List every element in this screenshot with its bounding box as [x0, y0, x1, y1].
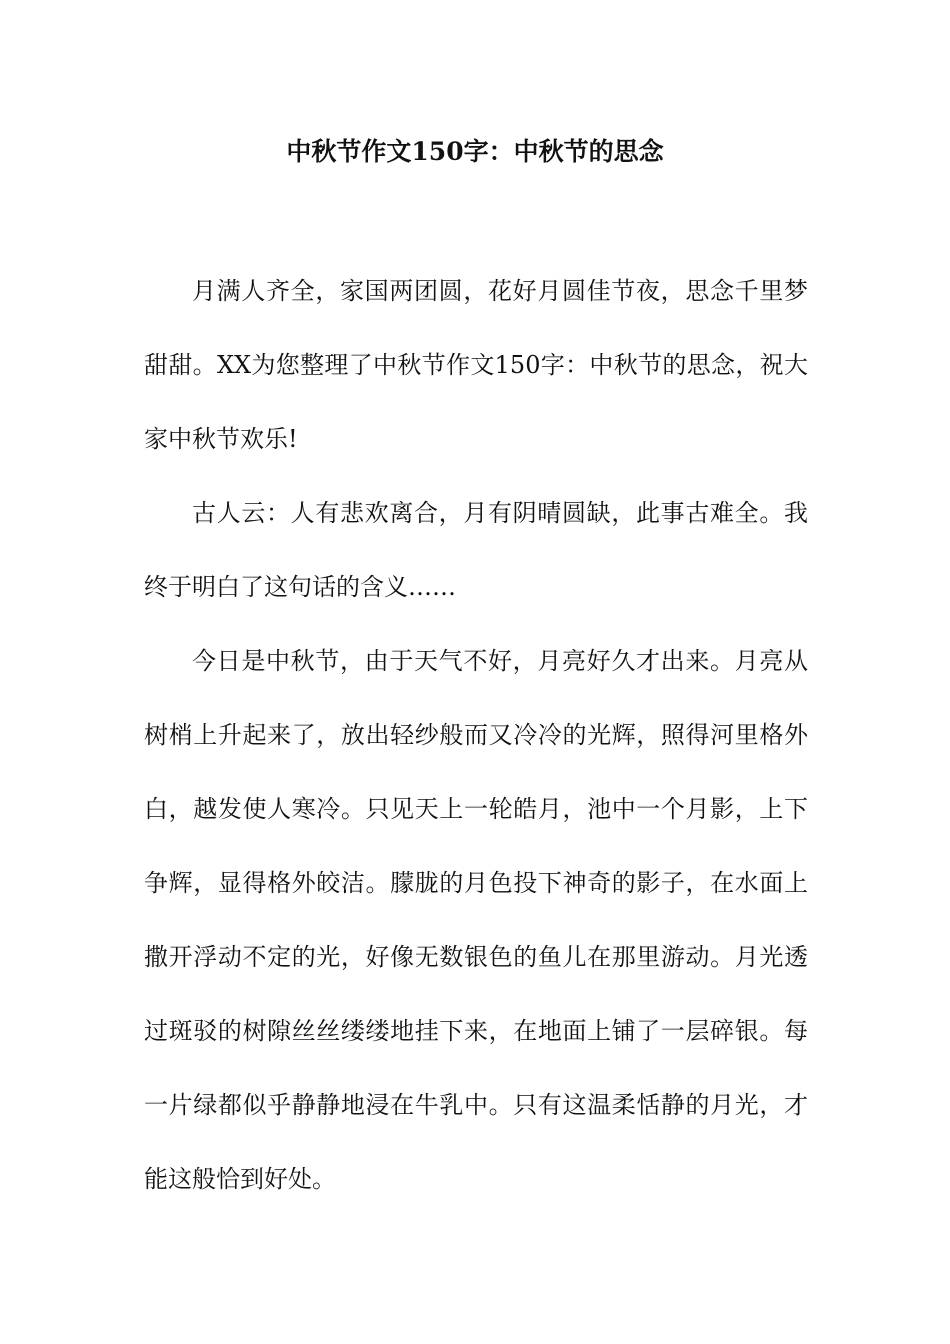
document-title: 中秋节作文150字：中秋节的思念: [286, 137, 664, 166]
document-body: [144, 254, 808, 1216]
paragraph-intro: 月满人齐全，家国两团圆，花好月圆佳节夜，思念千里梦甜甜。XX为您整理了中秋节作文150字：中秋节的思念，祝大家中秋节欢乐!: [144, 277, 808, 453]
paragraph-quote: 古人云：人有悲欢离合，月有阴晴圆缺，此事古难全。我终于明白了这句话的含义……: [144, 499, 808, 601]
paragraph-moon-description: 今日是中秋节，由于天气不好，月亮好久才出来。月亮从树梢上升起来了，放出轻纱般而又冷冷的光辉，照得河里格外白，越发使人寒冷。只见天上一轮皓月，池中一个月影，上下争辉，显得格外皎洁。朦胧的月色投下神奇的影子，在水面上撒开浮动不定的光，好像无数银色的鱼儿在那里游动。月光透过斑驳的树隙丝丝缕缕地挂下来，在地面上铺了一层碎银。每一片绿都似乎静静地浸在牛乳中。只有这温柔恬静的月光，才能这般恰到好处。: [144, 647, 808, 1193]
